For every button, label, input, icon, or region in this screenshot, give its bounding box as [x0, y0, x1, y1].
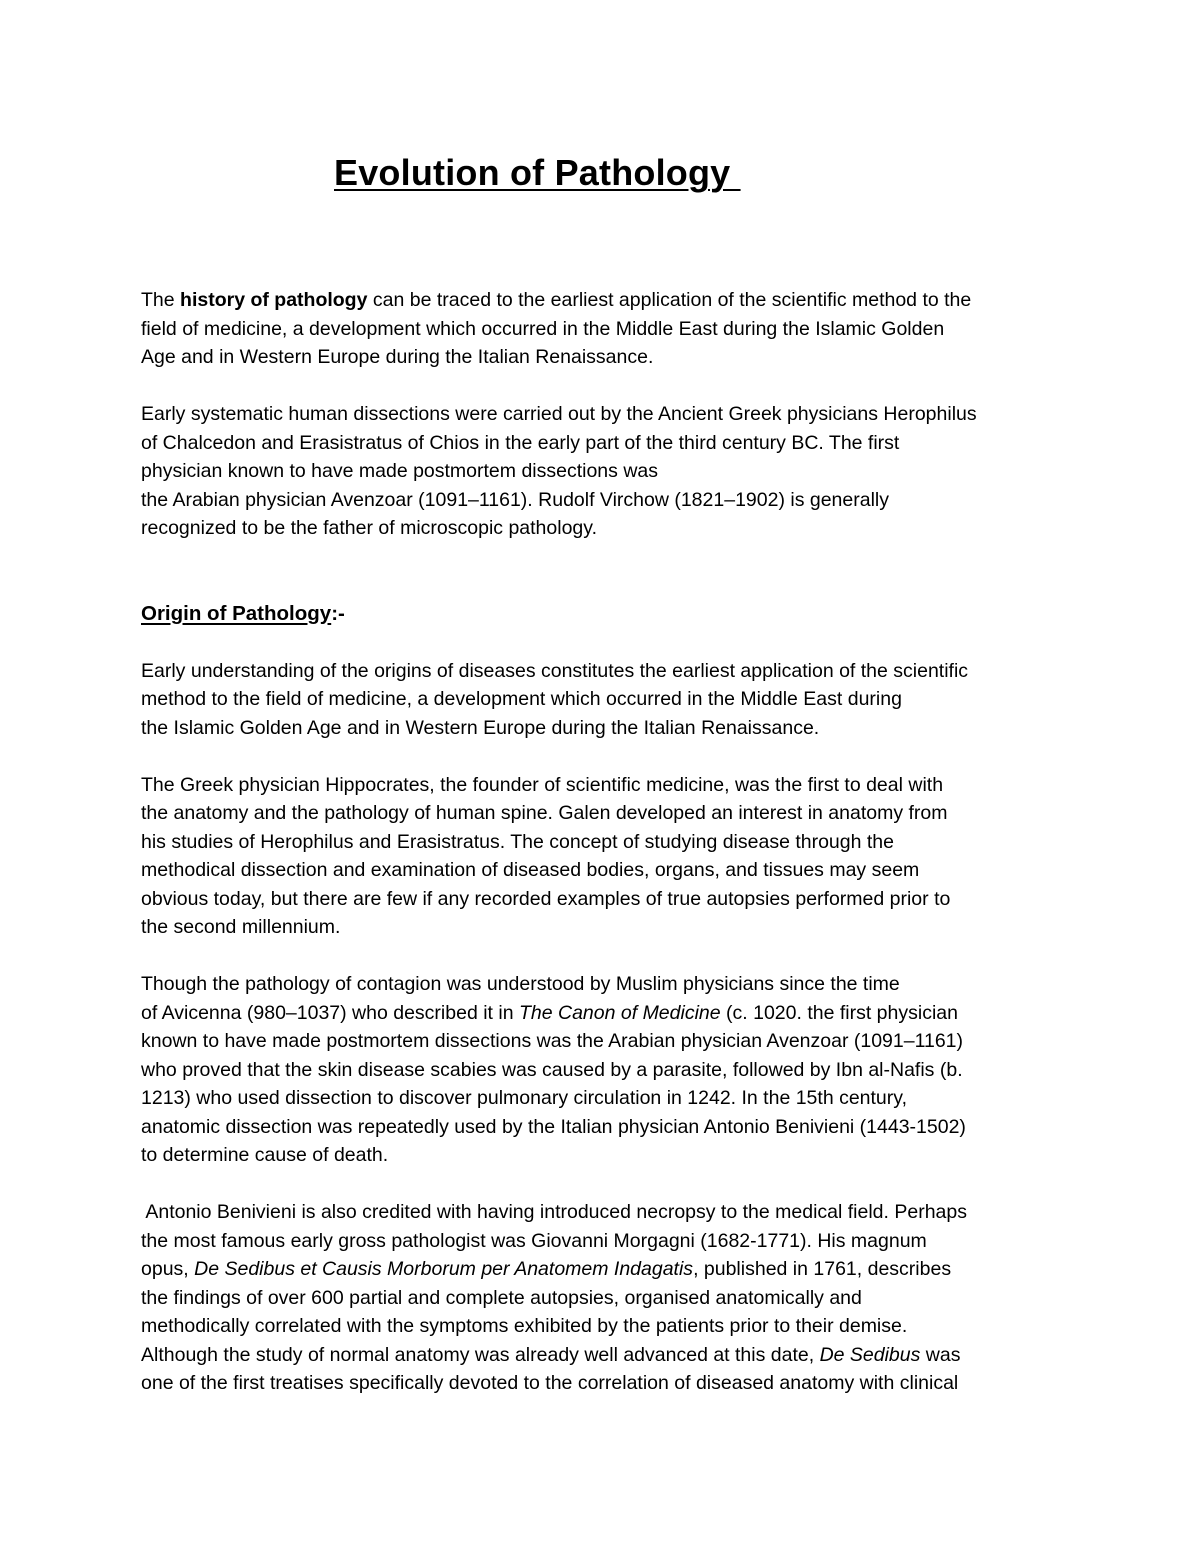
document-title: Evolution of Pathology [334, 152, 741, 193]
text-line [141, 1341, 1071, 1370]
origin-heading [141, 600, 1071, 629]
text-line: the Arabian physician Avenzoar (1091–1161). Rudolf Virchow (1821–1902) is generally [141, 488, 889, 511]
text-run: of Avicenna (980–1037) who described it in [141, 1001, 519, 1024]
paragraph-spacer [141, 372, 1071, 401]
text-line: the Islamic Golden Age and in Western Europe during the Italian Renaissance. [141, 716, 820, 739]
text-line: known to have made postmortem dissections was the Arabian physician Avenzoar (1091–1161) [141, 1030, 964, 1052]
paragraph-spacer [141, 628, 1071, 657]
text-line: who proved that the skin disease scabies was caused by a parasite, followed by Ibn al-Nafis (b. [141, 1058, 963, 1081]
text-run: (c. 1020. the first physician [720, 1001, 958, 1024]
text-run: Although the study of normal anatomy was already well advanced at this date, [141, 1343, 820, 1366]
text-line: one of the first treatises specifically devoted to the correlation of diseased anatomy with clinical [141, 1372, 959, 1394]
text-line: of Chalcedon and Erasistratus of Chios in the early part of the third century BC. The first [141, 431, 900, 454]
text-run: was [920, 1343, 961, 1366]
text-line: the second millennium. [141, 916, 341, 938]
origin-paragraph-1 [141, 657, 1071, 743]
text-line: methodically correlated with the symptoms exhibited by the patients prior to their demise. [141, 1315, 908, 1337]
text-line [141, 1255, 1071, 1284]
paragraph-spacer [141, 1170, 1071, 1199]
text-line: his studies of Herophilus and Erasistratus. The concept of studying disease through the [141, 830, 894, 853]
text-line: the findings of over 600 partial and complete autopsies, organised anatomically and [141, 1286, 862, 1309]
text-line: physician known to have made postmortem dissections was [141, 460, 658, 482]
book-title: De Sedibus et Causis Morborum per Anatomem Indagatis [194, 1258, 694, 1280]
document-body [141, 286, 1071, 1398]
text-line: recognized to be the father of microscopic pathology. [141, 517, 597, 539]
text-line: to determine cause of death. [141, 1144, 389, 1166]
heading-suffix: :- [331, 601, 345, 625]
intro-paragraph [141, 286, 1071, 372]
text-line [141, 286, 1071, 315]
origin-paragraph-2 [141, 771, 1071, 942]
text-line: Early understanding of the origins of diseases constitutes the earliest application of the scientific [141, 659, 969, 682]
text-line: the most famous early gross pathologist was Giovanni Morgagni (1682-1771). His magnum [141, 1229, 927, 1252]
text-line: methodical dissection and examination of diseased bodies, organs, and tissues may seem [141, 859, 920, 881]
text-run: , published in 1761, describes [693, 1258, 952, 1280]
text-run: can be traced to the earliest application of the scientific method to the [367, 289, 972, 311]
text-line: Antonio Benivieni is also credited with having introduced necropsy to the medical field. Perhaps [141, 1201, 967, 1223]
text-run: opus, [141, 1258, 195, 1280]
text-line: The Greek physician Hippocrates, the founder of scientific medicine, was the first to deal with [141, 773, 944, 796]
paragraph-spacer [141, 543, 1071, 600]
origin-paragraph-4 [141, 1198, 1071, 1398]
book-title: De Sedibus [819, 1343, 921, 1366]
text-line: 1213) who used dissection to discover pulmonary circulation in 1242. In the 15th century, [141, 1087, 907, 1109]
text-line: the anatomy and the pathology of human spine. Galen developed an interest in anatomy from [141, 802, 948, 824]
paragraph-spacer [141, 742, 1071, 771]
text-run: The [141, 289, 181, 311]
bold-term: history of pathology [180, 289, 368, 311]
text-line: Early systematic human dissections were carried out by the Ancient Greek physicians Herophilus [141, 403, 977, 425]
dissections-paragraph [141, 400, 1071, 543]
paragraph-spacer [141, 942, 1071, 971]
text-line: field of medicine, a development which occurred in the Middle East during the Islamic Golden [141, 317, 945, 340]
text-line: Though the pathology of contagion was understood by Muslim physicians since the time [141, 973, 900, 995]
text-line: Age and in Western Europe during the Italian Renaissance. [141, 346, 654, 368]
text-line: anatomic dissection was repeatedly used by the Italian physician Antonio Benivieni (1443-1502) [141, 1115, 966, 1138]
origin-paragraph-3 [141, 970, 1071, 1170]
text-line: obvious today, but there are few if any recorded examples of true autopsies performed prior to [141, 887, 951, 910]
book-title: The Canon of Medicine [518, 1001, 721, 1024]
text-line [141, 999, 1071, 1028]
heading-text: Origin of Pathology [141, 601, 332, 625]
text-line: method to the field of medicine, a development which occurred in the Middle East during [141, 688, 902, 710]
